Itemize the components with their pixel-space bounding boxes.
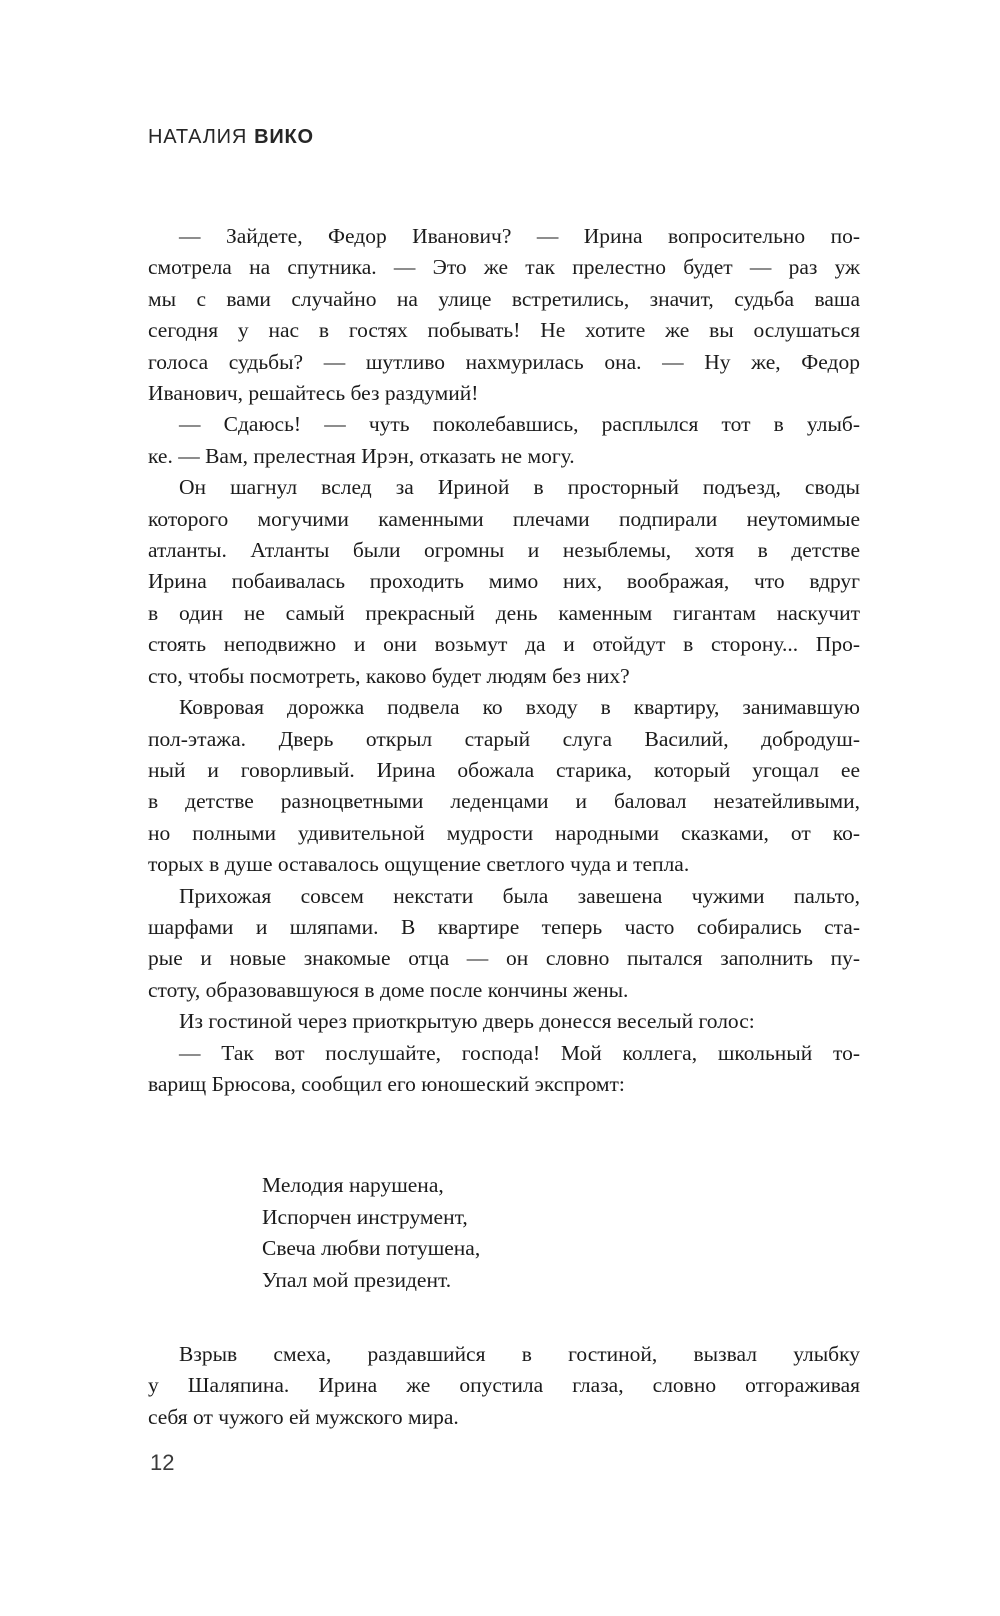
text-line: в один не самый прекрасный день каменным гигантам наскучит — [148, 600, 860, 625]
text-line: себя от чужого ей мужского мира. — [148, 1404, 459, 1429]
text-line: пол-этажа. Дверь открыл старый слуга Василий, добродуш- — [148, 726, 860, 751]
page-number: 12 — [150, 1450, 175, 1475]
text-line: голоса судьбы? — шутливо нахмурилась она. — Ну же, Федор — [148, 349, 860, 374]
poem-quote — [262, 1170, 860, 1296]
text-line: сто, чтобы посмотреть, каково будет людям без них? — [148, 663, 630, 688]
poem-line: Свеча любви потушена, — [262, 1236, 481, 1261]
text-line: Взрыв смеха, раздавшийся в гостиной, вызвал улыбку — [179, 1342, 860, 1366]
paragraph — [148, 1006, 860, 1037]
text-line: Ковровая дорожка подвела ко входу в квартиру, занимавшую — [179, 695, 860, 720]
text-line: торых в душе оставалось ощущение светлого чуда и тепла. — [148, 852, 690, 877]
page-header — [148, 126, 860, 149]
text-line: Прихожая совсем некстати была завешена чужими пальто, — [179, 883, 860, 908]
poem-line: Мелодия нарушена, — [262, 1173, 444, 1198]
text-line: Иванович, решайтесь без раздумий! — [148, 381, 479, 406]
text-line: Ирина побаивалась проходить мимо них, воображая, что вдруг — [148, 569, 860, 594]
text-line: — Зайдете, Федор Иванович? — Ирина вопросительно по- — [179, 224, 860, 248]
author-first-name: НАТАЛИЯ — [148, 126, 248, 148]
text-line: ный и говорливый. Ирина обожала старика, который угощал ее — [148, 757, 860, 782]
author-last-name: ВИКО — [254, 126, 314, 148]
text-line: у Шаляпина. Ирина же опустила глаза, словно отгораживая — [148, 1373, 860, 1398]
text-line: — Так вот послушайте, господа! Мой коллега, школьный то- — [179, 1040, 860, 1065]
text-line: мы с вами случайно на улице встретились, значит, судьба ваша — [148, 286, 860, 311]
paragraph — [148, 409, 860, 472]
text-line: стоять неподвижно и они возьмут да и отойдут в сторону... Про- — [148, 632, 860, 657]
paragraph — [148, 1038, 860, 1101]
text-line: сегодня у нас в гостях побывать! Не хотите же вы ослушаться — [148, 318, 860, 343]
text-line: шарфами и шляпами. В квартире теперь часто собирались ста- — [148, 914, 860, 939]
text-line: но полными удивительной мудрости народными сказками, от ко- — [148, 820, 860, 845]
poem-line: Упал мой президент. — [262, 1267, 452, 1292]
page-footer — [150, 1450, 174, 1476]
text-line: ке. — Вам, прелестная Ирэн, отказать не могу. — [148, 443, 575, 468]
text-line: в детстве разноцветными леденцами и баловал незатейливыми, — [148, 789, 860, 814]
text-line: атланты. Атланты были огромны и незыблемы, хотя в детстве — [148, 538, 860, 563]
text-line: — Сдаюсь! — чуть поколебавшись, расплылся тот в улыб- — [179, 412, 860, 437]
text-line: которого могучими каменными плечами подпирали неутомимые — [148, 506, 860, 531]
paragraph — [148, 881, 860, 1007]
page-body — [148, 221, 860, 1433]
text-line: Он шагнул вслед за Ириной в просторный подъезд, своды — [179, 475, 860, 500]
text-line: стоту, образовавшуюся в доме после кончины жены. — [148, 977, 629, 1002]
text-line: Из гостиной через приоткрытую дверь донесся веселый голос: — [179, 1009, 755, 1034]
text-line: смотрела на спутника. — Это же так прелестно будет — раз уж — [148, 255, 860, 280]
poem-line: Испорчен инструмент, — [262, 1204, 468, 1229]
paragraph — [148, 472, 860, 692]
text-line: варищ Брюсова, сообщил его юношеский экспромт: — [148, 1071, 625, 1096]
closing-paragraph — [148, 1339, 860, 1433]
paragraph — [148, 692, 860, 880]
paragraph — [148, 221, 860, 409]
text-line: рые и новые знакомые отца — он словно пытался заполнить пу- — [148, 946, 860, 971]
